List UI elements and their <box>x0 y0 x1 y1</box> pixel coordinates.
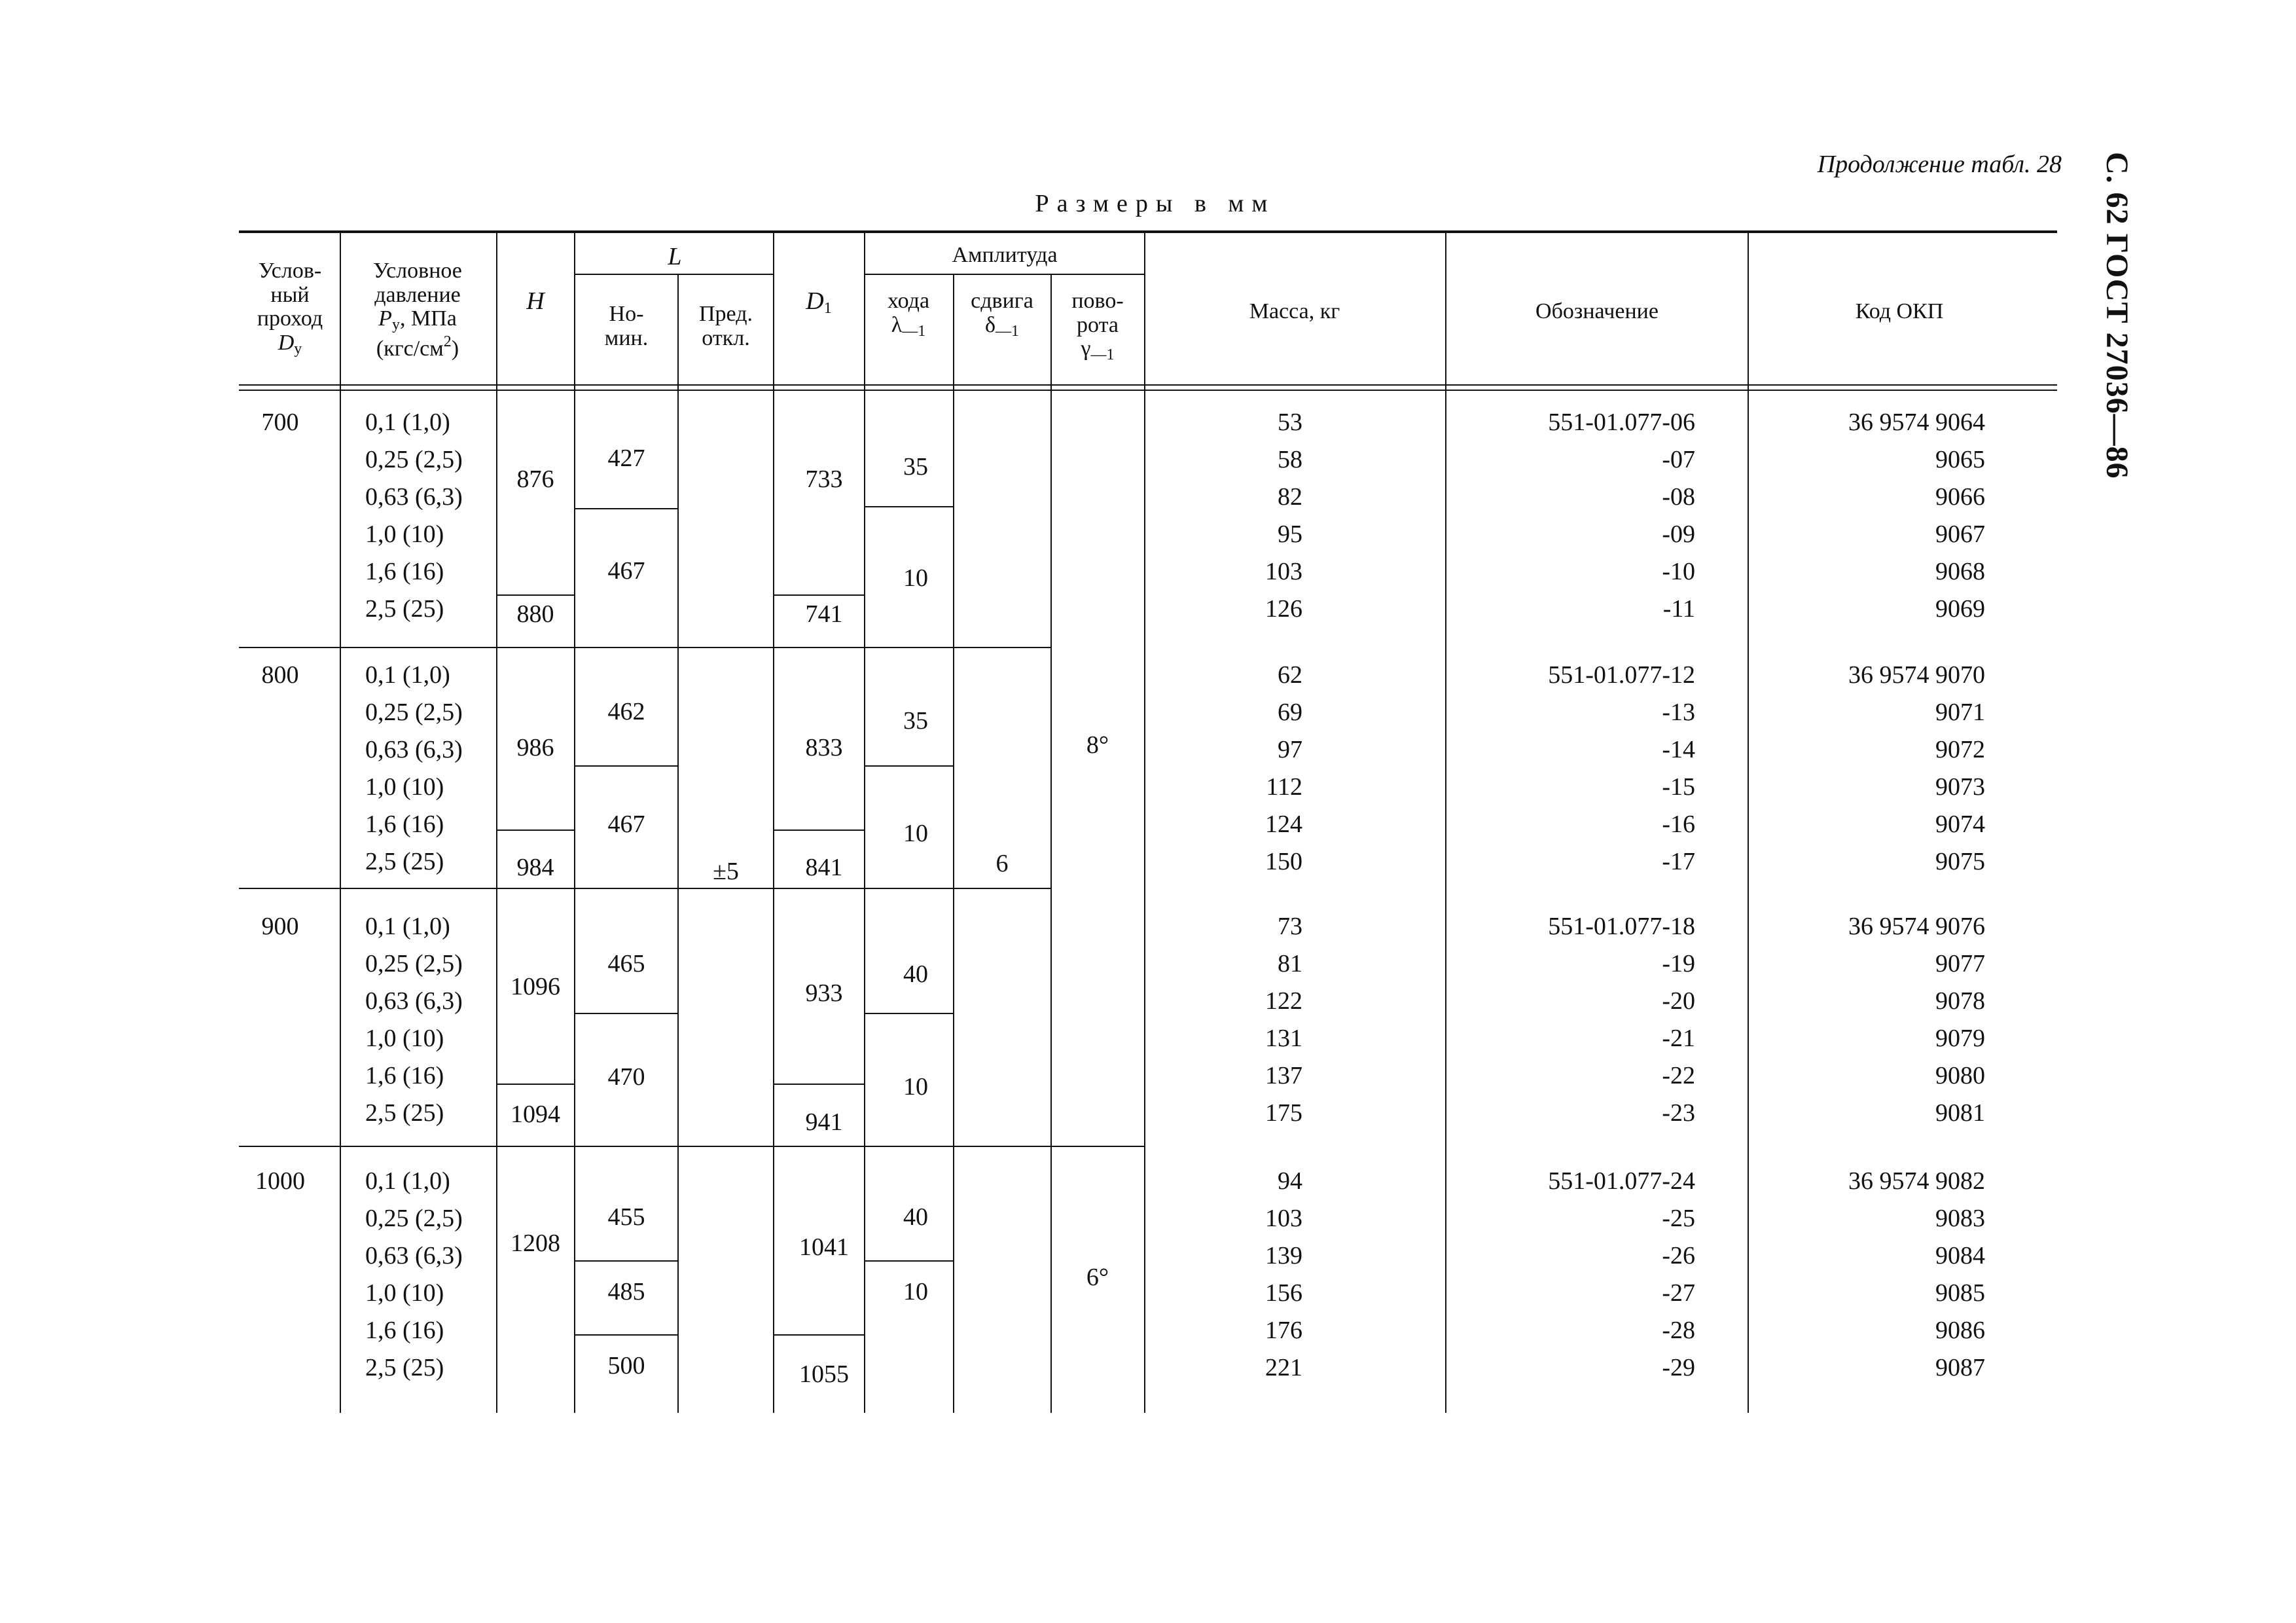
mass-cell: 122 <box>1265 987 1302 1015</box>
d1-value: 933 <box>805 979 843 1007</box>
dy-value: 900 <box>261 913 299 940</box>
okp-cell: 9071 <box>1935 699 1985 726</box>
okp-cell: 9068 <box>1935 558 1985 585</box>
stroke-value: 10 <box>903 1278 928 1305</box>
d1-value: 741 <box>805 600 843 628</box>
header-l-nominal: Но- мин. <box>604 302 649 350</box>
okp-cell: 9066 <box>1935 483 1985 511</box>
header-stroke: хода $\lambda_{—1}$ <box>887 289 930 340</box>
pressure-cell: 2,5 (25) <box>365 1354 444 1381</box>
mass-cell: 62 <box>1278 661 1302 689</box>
designation-cell: -29 <box>1662 1354 1695 1381</box>
pressure-cell: 0,63 (6,3) <box>365 483 463 511</box>
designation-cell: -28 <box>1662 1317 1695 1344</box>
mass-cell: 139 <box>1265 1242 1302 1269</box>
okp-cell: 9067 <box>1935 520 1985 548</box>
mass-cell: 137 <box>1265 1062 1302 1089</box>
mass-cell: 94 <box>1278 1167 1302 1195</box>
designation-cell: -19 <box>1662 950 1695 977</box>
header-l-tolerance: Пред. откл. <box>699 302 753 350</box>
designation-cell: -10 <box>1662 558 1695 585</box>
mass-cell: 81 <box>1278 950 1302 977</box>
col-line-2 <box>496 232 497 1413</box>
l-nominal-value: 485 <box>607 1278 645 1305</box>
mass-cell: 176 <box>1265 1317 1302 1344</box>
header-py: Условное давление $P_у$, МПа $(кгс/см^2)$ <box>373 259 462 361</box>
okp-cell: 9084 <box>1935 1242 1985 1269</box>
pressure-cell: 1,6 (16) <box>365 811 444 838</box>
designation-cell: -20 <box>1662 987 1695 1015</box>
okp-cell: 9073 <box>1935 773 1985 801</box>
col-line-6 <box>864 232 865 1413</box>
pressure-cell: 0,1 (1,0) <box>365 1167 450 1195</box>
okp-cell: 9072 <box>1935 736 1985 763</box>
d1-split-800 <box>773 830 865 831</box>
pressure-cell: 0,25 (2,5) <box>365 699 463 726</box>
okp-cell: 9083 <box>1935 1205 1985 1232</box>
header-h: H <box>526 287 545 315</box>
mass-cell: 97 <box>1278 736 1302 763</box>
group-separator-3 <box>239 1146 1145 1147</box>
stroke-split-700 <box>864 506 954 507</box>
d1-value: 833 <box>805 734 843 761</box>
col-line-5 <box>773 232 774 1413</box>
amplitude-subheader-rule <box>864 274 1145 275</box>
col-line-7 <box>953 274 954 1413</box>
header-rule-1 <box>239 384 2057 386</box>
pressure-cell: 0,25 (2,5) <box>365 446 463 473</box>
stroke-value: 35 <box>903 453 928 481</box>
h-value: 986 <box>516 734 554 761</box>
header-turn: пово- рота $\gamma_{—1}$ <box>1071 289 1124 364</box>
d1-split-1000 <box>773 1334 865 1336</box>
l-subheader-rule <box>574 274 774 275</box>
mass-cell: 124 <box>1265 811 1302 838</box>
h-split-700 <box>496 594 575 596</box>
l-split-1000b <box>574 1334 679 1336</box>
l-split-1000a <box>574 1260 679 1262</box>
h-value: 876 <box>516 465 554 493</box>
mass-cell: 53 <box>1278 409 1302 436</box>
mass-cell: 95 <box>1278 520 1302 548</box>
stroke-value: 35 <box>903 707 928 735</box>
h-value: 1208 <box>511 1230 560 1257</box>
d1-value: 733 <box>805 465 843 493</box>
pressure-cell: 0,1 (1,0) <box>365 409 450 436</box>
stroke-value: 10 <box>903 820 928 847</box>
okp-cell: 9069 <box>1935 595 1985 623</box>
header-dy: Услов- ный проход $D_у$ <box>257 259 323 358</box>
okp-cell: 36 9574 9070 <box>1848 661 1985 689</box>
designation-cell: -26 <box>1662 1242 1695 1269</box>
okp-cell: 36 9574 9082 <box>1848 1167 1985 1195</box>
header-rule-2 <box>239 390 2057 391</box>
mass-cell: 131 <box>1265 1025 1302 1052</box>
pressure-cell: 2,5 (25) <box>365 1099 444 1127</box>
mass-cell: 175 <box>1265 1099 1302 1127</box>
mass-cell: 82 <box>1278 483 1302 511</box>
okp-cell: 9074 <box>1935 811 1985 838</box>
table-top-rule <box>239 230 2057 233</box>
caption: Размеры в мм <box>1035 190 1276 217</box>
tolerance-value: ±5 <box>713 858 739 885</box>
okp-cell: 9079 <box>1935 1025 1985 1052</box>
turn-value: 8° <box>1086 731 1109 759</box>
pressure-cell: 0,63 (6,3) <box>365 736 463 763</box>
pressure-cell: 0,25 (2,5) <box>365 1205 463 1232</box>
pressure-cell: 1,6 (16) <box>365 558 444 585</box>
d1-split-900 <box>773 1084 865 1085</box>
pressure-cell: 0,1 (1,0) <box>365 661 450 689</box>
designation-cell: -17 <box>1662 848 1695 875</box>
okp-cell: 9081 <box>1935 1099 1985 1127</box>
l-nominal-value: 465 <box>607 950 645 977</box>
stroke-value: 40 <box>903 1203 928 1231</box>
h-value: 880 <box>516 600 554 628</box>
mass-cell: 103 <box>1265 558 1302 585</box>
d1-value: 1055 <box>799 1360 849 1388</box>
pressure-cell: 1,0 (10) <box>365 773 444 801</box>
l-nominal-value: 470 <box>607 1063 645 1091</box>
pressure-cell: 1,6 (16) <box>365 1317 444 1344</box>
l-nominal-value: 455 <box>607 1203 645 1231</box>
l-split-700 <box>574 508 679 509</box>
designation-cell: -22 <box>1662 1062 1695 1089</box>
col-line-9 <box>1144 232 1145 1413</box>
mass-cell: 69 <box>1278 699 1302 726</box>
designation-cell: -21 <box>1662 1025 1695 1052</box>
designation-cell: -27 <box>1662 1279 1695 1307</box>
mass-cell: 150 <box>1265 848 1302 875</box>
okp-cell: 36 9574 9076 <box>1848 913 1985 940</box>
h-value: 1096 <box>511 973 560 1000</box>
h-split-800 <box>496 830 575 831</box>
designation-cell: -08 <box>1662 483 1695 511</box>
mass-cell: 58 <box>1278 446 1302 473</box>
d1-value: 1041 <box>799 1233 849 1261</box>
mass-cell: 221 <box>1265 1354 1302 1381</box>
header-mass: Масса, кг <box>1249 299 1340 323</box>
stroke-value: 40 <box>903 960 928 988</box>
designation-cell: 551-01.077-18 <box>1548 913 1695 940</box>
col-line-8 <box>1050 274 1052 1413</box>
stroke-split-900 <box>864 1013 954 1014</box>
designation-cell: -15 <box>1662 773 1695 801</box>
designation-cell: -23 <box>1662 1099 1695 1127</box>
h-split-900 <box>496 1084 575 1085</box>
col-line-10 <box>1445 232 1446 1413</box>
h-value: 984 <box>516 854 554 881</box>
dy-value: 800 <box>261 661 299 689</box>
d1-value: 841 <box>805 854 843 881</box>
designation-cell: 551-01.077-12 <box>1548 661 1695 689</box>
pressure-cell: 0,63 (6,3) <box>365 987 463 1015</box>
h-value: 1094 <box>511 1101 560 1128</box>
designation-cell: -25 <box>1662 1205 1695 1232</box>
mass-cell: 112 <box>1266 773 1302 801</box>
okp-cell: 9085 <box>1935 1279 1985 1307</box>
okp-cell: 9065 <box>1935 446 1985 473</box>
okp-cell: 9080 <box>1935 1062 1985 1089</box>
designation-cell: 551-01.077-06 <box>1548 409 1695 436</box>
l-split-900 <box>574 1013 679 1014</box>
okp-cell: 9086 <box>1935 1317 1985 1344</box>
dy-value: 700 <box>261 409 299 436</box>
group-separator-2 <box>239 888 1050 889</box>
continuation-label: Продолжение табл. 28 <box>1817 151 2062 178</box>
col-line-3 <box>574 232 575 1413</box>
pressure-cell: 1,0 (10) <box>365 520 444 548</box>
header-d1: $D_1$ <box>806 287 832 317</box>
side-header: С. 62 ГОСТ 27036—86 <box>2100 152 2134 479</box>
d1-value: 941 <box>805 1108 843 1136</box>
col-line-11 <box>1748 232 1749 1413</box>
col-line-4 <box>677 274 679 1413</box>
designation-cell: -07 <box>1662 446 1695 473</box>
pressure-cell: 2,5 (25) <box>365 848 444 875</box>
okp-cell: 9078 <box>1935 987 1985 1015</box>
stroke-value: 10 <box>903 1073 928 1101</box>
l-nominal-value: 427 <box>607 445 645 472</box>
mass-cell: 103 <box>1265 1205 1302 1232</box>
d1-split-700 <box>773 594 865 596</box>
l-nominal-value: 467 <box>607 811 645 838</box>
header-designation: Обозначение <box>1535 299 1659 323</box>
stroke-split-800 <box>864 765 954 767</box>
designation-cell: -16 <box>1662 811 1695 838</box>
pressure-cell: 1,0 (10) <box>365 1025 444 1052</box>
designation-cell: -09 <box>1662 520 1695 548</box>
designation-cell: 551-01.077-24 <box>1548 1167 1695 1195</box>
stroke-split-1000 <box>864 1260 954 1262</box>
pressure-cell: 0,63 (6,3) <box>365 1242 463 1269</box>
l-nominal-value: 462 <box>607 698 645 725</box>
l-nominal-value: 500 <box>607 1352 645 1379</box>
header-shift: сдвига $\delta_{—1}$ <box>971 289 1033 340</box>
pressure-cell: 0,25 (2,5) <box>365 950 463 977</box>
turn-value: 6° <box>1086 1264 1109 1291</box>
designation-cell: -13 <box>1662 699 1695 726</box>
pressure-cell: 1,0 (10) <box>365 1279 444 1307</box>
col-line-1 <box>340 232 341 1413</box>
designation-cell: -11 <box>1662 595 1695 623</box>
header-okp: Код ОКП <box>1855 299 1944 323</box>
okp-cell: 9087 <box>1935 1354 1985 1381</box>
okp-cell: 9077 <box>1935 950 1985 977</box>
mass-cell: 156 <box>1265 1279 1302 1307</box>
shift-value: 6 <box>996 850 1009 877</box>
l-split-800 <box>574 765 679 767</box>
designation-cell: -14 <box>1662 736 1695 763</box>
l-nominal-value: 467 <box>607 557 645 585</box>
header-l: L <box>668 243 682 270</box>
pressure-cell: 1,6 (16) <box>365 1062 444 1089</box>
header-amplitude: Амплитуда <box>952 243 1058 267</box>
okp-cell: 9075 <box>1935 848 1985 875</box>
pressure-cell: 0,1 (1,0) <box>365 913 450 940</box>
mass-cell: 73 <box>1278 913 1302 940</box>
mass-cell: 126 <box>1265 595 1302 623</box>
dy-value: 1000 <box>255 1167 305 1195</box>
stroke-value: 10 <box>903 564 928 592</box>
pressure-cell: 2,5 (25) <box>365 595 444 623</box>
okp-cell: 36 9574 9064 <box>1848 409 1985 436</box>
group-separator-1 <box>239 647 1050 648</box>
